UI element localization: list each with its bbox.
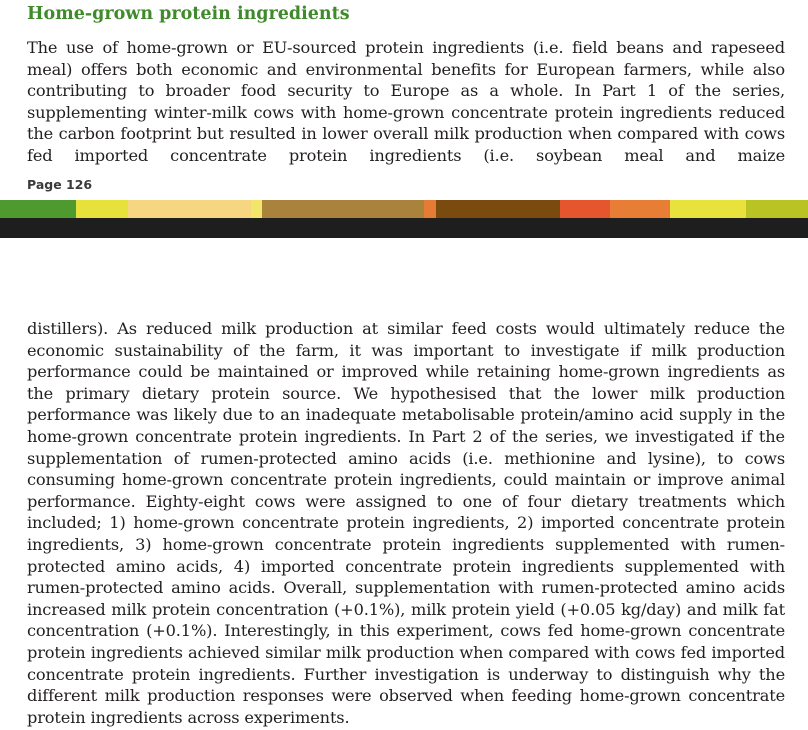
stripe-segment [436, 200, 560, 218]
stripe-segment [560, 200, 610, 218]
stripe-segment [424, 200, 436, 218]
stripe-segment [610, 200, 670, 218]
stripe-segment [746, 200, 808, 218]
section-heading: Home-grown protein ingredients [27, 4, 350, 24]
body-paragraph-top: The use of home-grown or EU-sourced protein ingredients (i.e. field beans and rapeseed meal) offers both economic and environmental benefits for European farmers, while also contributing to broader food security to Europe as a whole. In Part 1 of the series, supplementing winter-milk cows with home-grown concentrate protein ingredients reduced the carbon footprint but resulted in lower overall milk production when compared with cows fed imported concentrate protein ingredients (i.e. soybean meal and maize [27, 38, 785, 165]
stripe-segment [0, 200, 76, 218]
stripe-segment [128, 200, 251, 218]
dark-band [0, 218, 808, 238]
stripe-segment [251, 200, 262, 218]
body-paragraph-bottom: distillers). As reduced milk production at similar feed costs would ultimately reduce the economic sustainability of the farm, it was important to investigate if milk production performance could be maintained or improved while retaining home-grown ingredients as the primary dietary protein source. We hypothesised that the lower milk production performance was likely due to an inadequate metabolisable protein/amino acid supply in the home-grown concentrate protein ingredients. In Part 2 of the series, we investigated if the supplementation of rumen-protected amino acids (i.e. methionine and lysine), to cows consuming home-grown concentrate protein ingredients, could maintain or improve animal performance. Eighty-eight cows were assigned to one of four dietary treatments which included; 1) home-grown concentrate protein ingredients, 2) imported concentrate protein ingredients, 3) home-grown concentrate protein ingredients supplemented with rumen-protected amino acids, 4) imported concentrate protein ingredients supplemented with rumen-protected amino acids. Overall, supplementation with rumen-protected amino acids increased milk protein concentration (+0.1%), milk protein yield (+0.05 kg/day) and milk fat concentration (+0.1%). Interestingly, in this experiment, cows fed home-grown concentrate protein ingredients achieved similar milk production when compared with cows fed imported concentrate protein ingredients. Further investigation is underway to distinguish why the different milk production responses were observed when feeding home-grown concentrate protein ingredients across experiments. [27, 319, 785, 727]
stripe-segment [262, 200, 424, 218]
color-stripe-divider [0, 200, 808, 218]
page-number: Page 126 [27, 177, 93, 192]
stripe-segment [670, 200, 746, 218]
stripe-segment [76, 200, 128, 218]
